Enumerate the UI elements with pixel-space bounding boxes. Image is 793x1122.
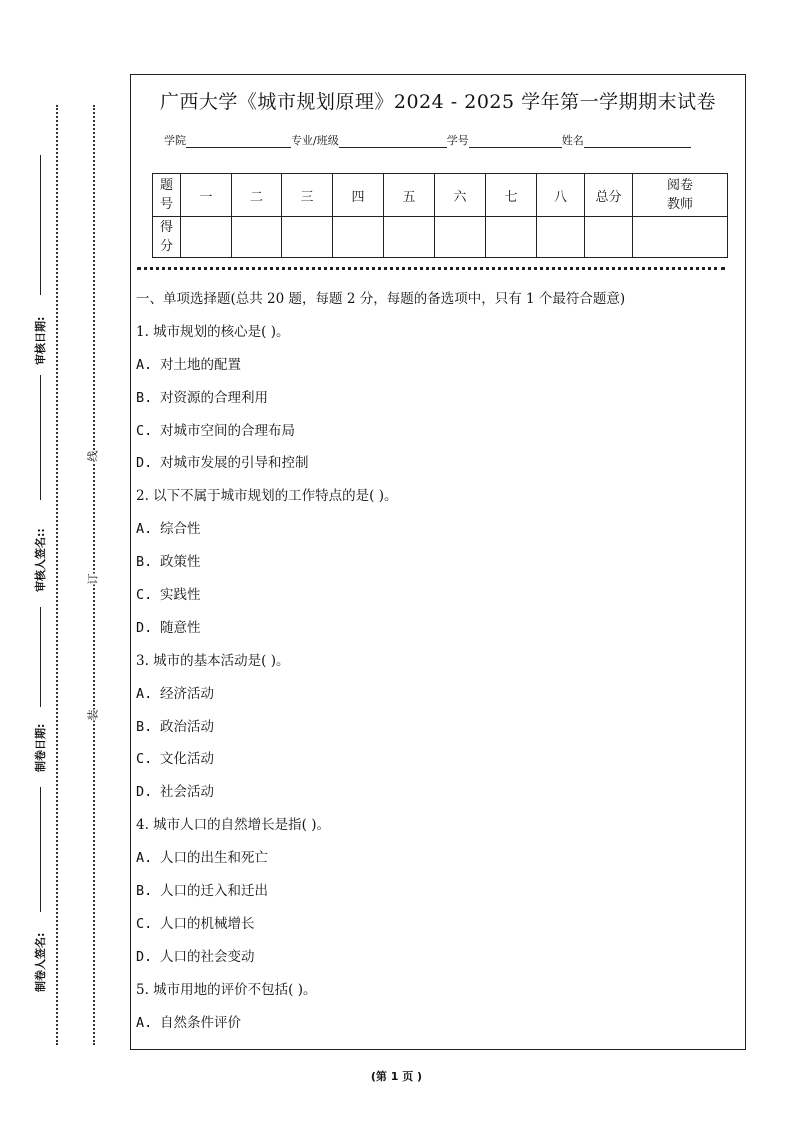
name-field[interactable] (584, 135, 691, 148)
header-separator (137, 267, 725, 270)
major-class-field[interactable] (339, 135, 447, 148)
score-input-7[interactable] (486, 217, 537, 258)
score-header-4: 四 (333, 174, 384, 217)
college-label: 学院 (164, 134, 186, 147)
maker-sign-label: 制卷人签名: (34, 932, 47, 992)
option-3d[interactable]: D. 社会活动 (136, 784, 214, 801)
score-table (152, 173, 728, 258)
student-id-field[interactable] (469, 135, 562, 148)
option-4b[interactable]: B. 人口的迁入和迁出 (136, 883, 268, 900)
score-input-3[interactable] (282, 217, 333, 258)
bind-char-order: 订 (86, 573, 100, 585)
score-header-7: 七 (486, 174, 537, 217)
binding-dotted-line-outer (56, 105, 58, 1045)
option-4c[interactable]: C. 人口的机械增长 (136, 915, 255, 932)
option-4a[interactable]: A. 人口的出生和死亡 (136, 850, 268, 867)
score-input-8[interactable] (537, 217, 585, 258)
question-2: 2. 以下不属于城市规划的工作特点的是( )。 (136, 488, 398, 505)
bind-char-bind: 装 (86, 709, 100, 721)
score-header-6: 六 (435, 174, 486, 217)
score-header-1: 一 (181, 174, 232, 217)
option-1a[interactable]: A. 对土地的配置 (136, 356, 241, 373)
question-1: 1. 城市规划的核心是( )。 (136, 323, 290, 340)
option-5a[interactable]: A. 自然条件评价 (136, 1014, 241, 1031)
score-cell-question-no: 题 号 (153, 174, 181, 217)
score-input-2[interactable] (232, 217, 282, 258)
score-input-6[interactable] (435, 217, 486, 258)
bind-char-line: 线 (86, 450, 100, 462)
option-2b[interactable]: B. 政策性 (136, 554, 201, 571)
option-2d[interactable]: D. 随意性 (136, 619, 201, 636)
score-header-total: 总分 (585, 174, 633, 217)
question-content (136, 283, 736, 1039)
make-date-blank[interactable] (40, 607, 41, 707)
score-header-5: 五 (384, 174, 435, 217)
college-field[interactable] (186, 135, 291, 148)
reviewer-sign-label: 审核人签名:: (34, 528, 47, 592)
review-date-label: 审核日期: (34, 316, 47, 365)
major-class-label: 专业/班级 (291, 134, 339, 147)
question-5: 5. 城市用地的评价不包括( )。 (136, 981, 317, 998)
score-cell-score-label: 得 分 (153, 217, 181, 258)
score-input-1[interactable] (181, 217, 232, 258)
exam-title: 广西大学《城市规划原理》2024 - 2025 学年第一学期期末试卷 (159, 91, 717, 113)
option-2a[interactable]: A. 综合性 (136, 521, 201, 538)
score-header-2: 二 (232, 174, 282, 217)
exam-frame (130, 74, 746, 1050)
reviewer-sign-blank[interactable] (40, 375, 41, 500)
score-table-score-row (153, 217, 728, 258)
review-date-blank[interactable] (40, 155, 41, 295)
option-1c[interactable]: C. 对城市空间的合理布局 (136, 422, 295, 439)
page-number: (第 1 页 ) (370, 1070, 423, 1083)
question-3: 3. 城市的基本活动是( )。 (136, 652, 290, 669)
name-label: 姓名 (561, 134, 584, 147)
score-input-total[interactable] (585, 217, 633, 258)
option-3b[interactable]: B. 政治活动 (136, 718, 214, 735)
score-header-3: 三 (282, 174, 333, 217)
make-date-label: 制卷日期: (34, 723, 47, 772)
student-id-label: 学号 (446, 134, 469, 147)
student-info-line (164, 132, 691, 148)
option-3c[interactable]: C. 文化活动 (136, 751, 214, 768)
score-header-8: 八 (537, 174, 585, 217)
score-input-4[interactable] (333, 217, 384, 258)
option-3a[interactable]: A. 经济活动 (136, 685, 214, 702)
score-header-grader: 阅卷 教师 (633, 174, 728, 217)
score-input-grader[interactable] (633, 217, 728, 258)
option-4d[interactable]: D. 人口的社会变动 (136, 948, 255, 965)
maker-sign-blank[interactable] (40, 787, 41, 912)
option-1d[interactable]: D. 对城市发展的引导和控制 (136, 455, 309, 472)
section-heading: 一、单项选择题(总共 20 题，每题 2 分，每题的备选项中，只有 1 个最符合题意) (136, 291, 626, 307)
score-table-header-row (153, 174, 728, 217)
question-4: 4. 城市人口的自然增长是指( )。 (136, 817, 330, 834)
option-2c[interactable]: C. 实践性 (136, 587, 201, 604)
option-1b[interactable]: B. 对资源的合理利用 (136, 389, 268, 406)
score-input-5[interactable] (384, 217, 435, 258)
